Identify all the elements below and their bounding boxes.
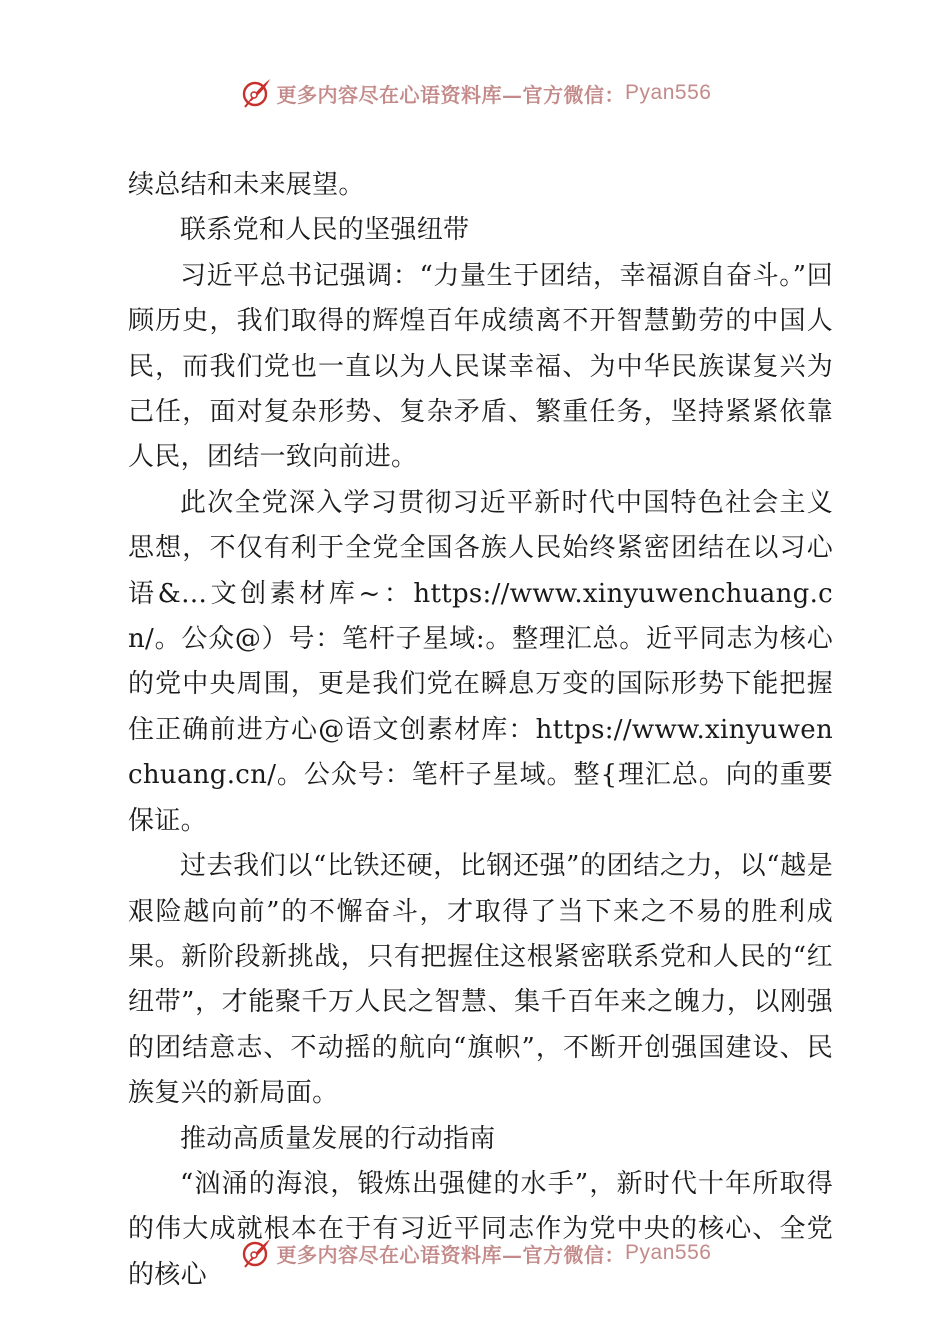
footer-watermark [0, 1233, 950, 1273]
quill-pen-logo-icon [239, 1236, 273, 1270]
paragraph: 过去我们以“比铁还硬，比钢还强”的团结之力，以“越是艰险越向前”的不懈奋斗，才取得了当下来之不易的胜利成果。新阶段新挑战，只有把握住这根紧密联系党和人民的“红纽带”，才能聚千万人民之智慧、集千百年来之魄力，以刚强的团结意志、不动摇的航向“旗帜”，不断开创强国建设、民族复兴的新局面。 [128, 851, 833, 1109]
watermark-text: 更多内容尽在心语资料库—官方微信： [276, 82, 626, 107]
wechat-id: Pyan556 [625, 81, 712, 104]
paragraph: 此次全党深入学习贯彻习近平新时代中国特色社会主义思想，不仅有利于全党全国各族人民始终紧密团结在以习心语&…文创素材库~：https://www.xinyuwenchuang.cn/。公众@）号：笔杆子星域:。整理汇总。近平同志为核心的党中央周围，更是我们党在瞬息万变的国际形势下能把握住正确前进方心@语文创素材库：https://www.xinyuwenchuang.cn/。公众号：笔杆子星域。整{理汇总。向的重要保证。 [128, 487, 833, 836]
wechat-id: Pyan556 [625, 1241, 712, 1264]
section-heading-unity: 联系党和人民的坚强纽带 [180, 215, 470, 246]
watermark-text: 更多内容尽在心语资料库—官方微信： [276, 1242, 626, 1267]
header-watermark [0, 73, 950, 113]
paragraph: 习近平总书记强调：“力量生于团结，幸福源自奋斗。”回顾历史，我们取得的辉煌百年成绩离不开智慧勤劳的中国人民，而我们党也一直以为人民谋幸福、为中华民族谋复兴为己任，面对复杂形势、复杂矛盾、繁重任务，坚持紧紧依靠人民，团结一致向前进。 [128, 260, 833, 473]
document-body [128, 163, 833, 1298]
paragraph: “汹涌的海浪，锻炼出强健的水手”，新时代十年所取得的伟大成就根本在于有习近平同志作为党中央的核心、全党的核心 [128, 1168, 833, 1290]
paragraph-continuation: 续总结和未来展望。 [128, 170, 365, 200]
quill-pen-logo-icon [239, 76, 273, 110]
section-heading-development: 推动高质量发展的行动指南 [180, 1123, 496, 1154]
